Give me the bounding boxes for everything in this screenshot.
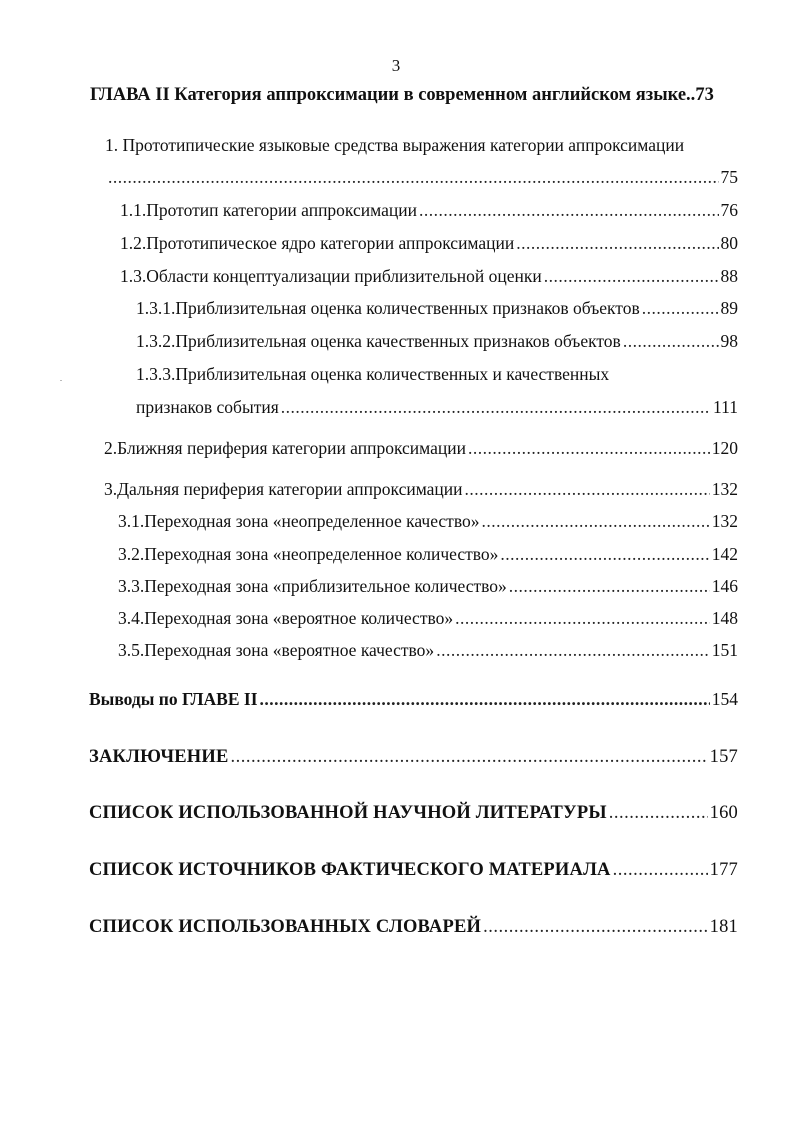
toc-entry-title: 3.4.Переходная зона «вероятное количество»: [118, 608, 454, 628]
toc-entry-title: 1.3.2.Приблизительная оценка качественных признаков объектов: [136, 331, 621, 351]
toc-entry-title: признаков события: [136, 397, 279, 417]
toc-entry-page: 88: [720, 266, 738, 286]
toc-leader-dots: [544, 265, 719, 287]
toc-entry-title: Выводы по ГЛАВЕ II: [89, 689, 258, 709]
toc-leader-dots: [642, 297, 719, 319]
toc-leader-dots: [516, 232, 718, 254]
toc-leader-dots: [281, 396, 711, 418]
toc-entry-3-2[interactable]: [118, 543, 738, 565]
toc-entry-title: 1.2.Прототипическое ядро категории аппроксимации: [120, 233, 515, 253]
toc-entry-3[interactable]: [104, 478, 738, 500]
toc-leader-dots: [483, 916, 708, 938]
toc-entry-page: 89: [720, 298, 738, 318]
toc-entry-page: 148: [711, 608, 738, 628]
toc-entry-title: 1.3.Области концептуализации приблизительной оценки: [120, 266, 542, 286]
toc-entry-page: 132: [711, 479, 738, 499]
toc-entry-page: 132: [711, 511, 738, 531]
toc-leader-dots: [613, 859, 708, 881]
toc-entry-sources[interactable]: [89, 859, 738, 881]
toc-entry-1-3-1[interactable]: [136, 297, 738, 319]
toc-entry-page: 73: [695, 85, 714, 105]
toc-entry-title: 2.Ближняя периферия категории аппроксимации: [104, 438, 466, 458]
toc-entry-1-3[interactable]: [120, 265, 738, 287]
toc-entry-1-3-3[interactable]: [136, 396, 738, 418]
toc-entry-page: 80: [720, 233, 738, 253]
toc-entry-1[interactable]: [106, 166, 738, 188]
toc-entry-title: 3.Дальняя периферия категории аппроксимации: [104, 479, 463, 499]
toc-leader-dots: [455, 607, 710, 629]
toc-leader-dots: [468, 437, 710, 459]
toc-leader-dots: [108, 166, 719, 188]
toc-entry-page: 111: [713, 397, 738, 417]
toc-entry-3-1[interactable]: [118, 510, 738, 532]
toc-entry-page: 76: [720, 200, 738, 220]
toc-entry-page: 142: [711, 544, 738, 564]
toc-leader-dots: [436, 639, 710, 661]
toc-entry-chapter-2[interactable]: [90, 84, 714, 106]
toc-entry-page: 181: [709, 917, 738, 937]
toc-entry-title: СПИСОК ИСПОЛЬЗОВАННЫХ СЛОВАРЕЙ: [89, 917, 482, 937]
toc-leader-dots: [623, 330, 719, 352]
toc-entry-3-3[interactable]: [118, 575, 738, 597]
toc-entry-page: 154: [711, 689, 738, 709]
scan-mark: [60, 380, 62, 381]
toc-entry-1-3-2[interactable]: [136, 330, 738, 352]
toc-entry-title: 1.1.Прототип категории аппроксимации: [120, 200, 417, 220]
toc-entry-title: 1. Прототипические языковые средства выражения категории аппроксимации: [105, 135, 685, 155]
toc-entry-conclusions-chapter-2[interactable]: [89, 688, 738, 710]
toc-entry-title: ГЛАВА II Категория аппроксимации в современном английском языке..: [90, 85, 696, 105]
toc-entry-page: 157: [709, 747, 738, 767]
toc-entry-page: 120: [711, 438, 738, 458]
toc-entry-page: 177: [709, 860, 738, 880]
toc-leader-dots: [260, 688, 710, 710]
toc-entry-1-1[interactable]: [120, 199, 738, 221]
page-number: 3: [391, 56, 401, 75]
toc-leader-dots: [481, 510, 709, 532]
toc-leader-dots: [465, 478, 710, 500]
toc-entry-page: 98: [720, 331, 738, 351]
toc-entry-title: ЗАКЛЮЧЕНИЕ: [89, 747, 229, 767]
toc-leader-dots: [231, 746, 708, 768]
toc-entry-1-2[interactable]: [120, 232, 738, 254]
toc-entry-1-3-3-title[interactable]: [136, 363, 609, 385]
toc-entry-title: 1.3.3.Приблизительная оценка количественных и качественных: [136, 364, 610, 384]
toc-entry-title: 3.5.Переходная зона «вероятное качество»: [118, 640, 435, 660]
toc-entry-title: 3.1.Переходная зона «неопределенное качество»: [118, 511, 480, 531]
toc-entry-page: 75: [720, 167, 738, 187]
toc-leader-dots: [509, 575, 710, 597]
toc-entry-dictionaries[interactable]: [89, 916, 738, 938]
toc-entry-page: 151: [711, 640, 738, 660]
toc-entry-2[interactable]: [104, 437, 738, 459]
toc-entry-conclusion[interactable]: [89, 746, 738, 768]
toc-entry-title: СПИСОК ИСПОЛЬЗОВАННОЙ НАУЧНОЙ ЛИТЕРАТУРЫ: [89, 803, 607, 823]
toc-leader-dots: [419, 199, 719, 221]
toc-entry-page: 160: [709, 803, 738, 823]
toc-leader-dots: [609, 802, 708, 824]
toc-entry-bibliography[interactable]: [89, 802, 738, 824]
toc-entry-3-5[interactable]: [118, 639, 738, 661]
toc-entry-3-4[interactable]: [118, 607, 738, 629]
toc-entry-title: 3.3.Переходная зона «приблизительное количество»: [118, 576, 507, 596]
toc-entry-title: 3.2.Переходная зона «неопределенное количество»: [118, 544, 499, 564]
toc-entry-title: 1.3.1.Приблизительная оценка количественных признаков объектов: [136, 298, 640, 318]
toc-entry-page: 146: [711, 576, 738, 596]
toc-entry-title: СПИСОК ИСТОЧНИКОВ ФАКТИЧЕСКОГО МАТЕРИАЛА: [89, 860, 611, 880]
toc-entry-1-title[interactable]: [105, 134, 684, 156]
toc-leader-dots: [500, 543, 709, 565]
